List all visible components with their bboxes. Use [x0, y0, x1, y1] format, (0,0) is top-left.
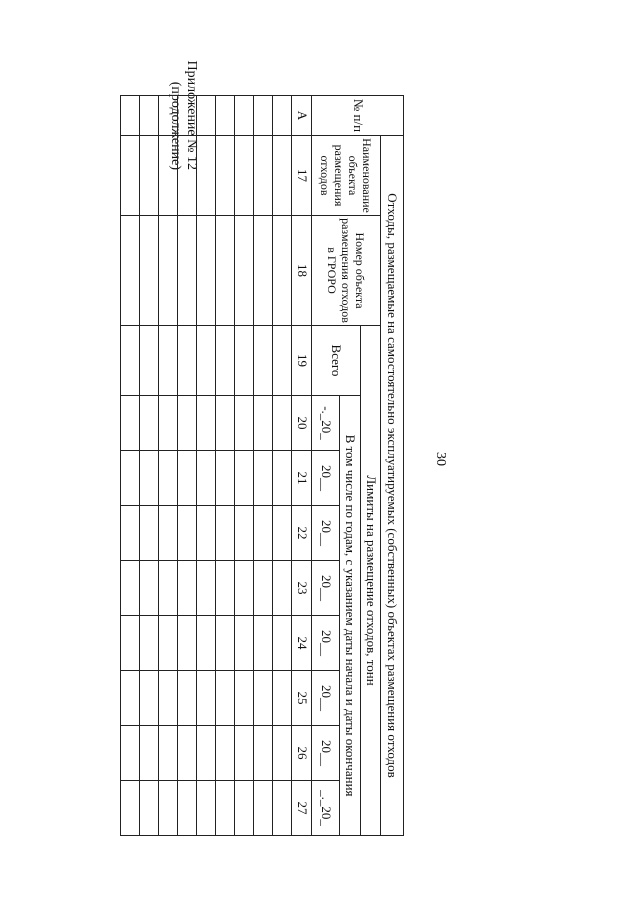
table-row	[235, 96, 254, 836]
table-cell	[216, 726, 235, 781]
table-cell	[159, 506, 178, 561]
table-cell	[159, 726, 178, 781]
table-row	[254, 96, 273, 836]
table-cell	[178, 396, 197, 451]
column-number: 17	[292, 136, 312, 216]
table-cell	[254, 136, 273, 216]
table-cell	[235, 326, 254, 396]
header-groro-cell: Номер объекта размещения отходов в ГРОРО	[312, 216, 381, 326]
table-cell	[273, 616, 292, 671]
year-header: _._20_	[312, 781, 339, 836]
table-cell	[121, 216, 140, 326]
table-cell	[121, 326, 140, 396]
table-cell	[254, 216, 273, 326]
table-cell	[254, 561, 273, 616]
table-cell	[159, 781, 178, 836]
table-cell	[216, 216, 235, 326]
table-cell	[273, 136, 292, 216]
waste-limits-table-container	[120, 95, 404, 835]
table-row	[121, 96, 140, 836]
waste-limits-table	[120, 95, 404, 836]
table-cell	[273, 96, 292, 136]
column-number: 25	[292, 671, 312, 726]
table-cell	[254, 671, 273, 726]
table-cell	[140, 781, 159, 836]
table-cell	[178, 96, 197, 136]
table-cell	[197, 451, 216, 506]
appendix-subtitle: (продолжение)	[168, 81, 183, 170]
table-cell	[159, 616, 178, 671]
column-number: 27	[292, 781, 312, 836]
table-cell	[140, 396, 159, 451]
appendix-title: Приложение № 12	[184, 60, 199, 170]
table-cell	[235, 561, 254, 616]
header-total-cell: Всего	[312, 326, 361, 396]
table-cell	[197, 616, 216, 671]
table-cell	[197, 561, 216, 616]
year-header: 20__	[312, 561, 339, 616]
table-cell	[235, 726, 254, 781]
column-number: 18	[292, 216, 312, 326]
table-cell	[235, 671, 254, 726]
table-cell	[121, 616, 140, 671]
table-row	[140, 96, 159, 836]
table-cell	[197, 781, 216, 836]
table-cell	[121, 451, 140, 506]
table-cell	[159, 396, 178, 451]
page-number: 30	[433, 452, 448, 466]
column-number-row	[292, 96, 312, 836]
column-number: 22	[292, 506, 312, 561]
table-cell	[121, 561, 140, 616]
table-cell	[140, 136, 159, 216]
table-cell	[254, 326, 273, 396]
year-header: -._20_	[312, 396, 339, 451]
table-cell	[197, 96, 216, 136]
year-header: 20__	[312, 726, 339, 781]
table-row	[178, 96, 197, 836]
table-cell	[235, 136, 254, 216]
header-years-cell: В том числе по годам, с указанием даты начала и даты окончания	[339, 396, 360, 836]
table-cell	[140, 561, 159, 616]
year-header: 20__	[312, 506, 339, 561]
table-cell	[121, 96, 140, 136]
table-cell	[216, 326, 235, 396]
column-number: 24	[292, 616, 312, 671]
table-cell	[197, 726, 216, 781]
table-cell	[159, 561, 178, 616]
table-cell	[254, 396, 273, 451]
table-cell	[216, 616, 235, 671]
column-number: А	[292, 96, 312, 136]
table-cell	[178, 326, 197, 396]
table-cell	[159, 216, 178, 326]
table-cell	[235, 781, 254, 836]
table-cell	[140, 96, 159, 136]
table-cell	[140, 216, 159, 326]
table-cell	[273, 396, 292, 451]
table-cell	[178, 136, 197, 216]
table-cell	[121, 136, 140, 216]
header-group-title: Отходы, размещаемые на самостоятельно эксплуатируемых (собственных) объектах размещения отходов	[381, 136, 404, 836]
table-cell	[121, 671, 140, 726]
table-cell	[121, 726, 140, 781]
table-cell	[273, 561, 292, 616]
table-cell	[178, 671, 197, 726]
table-row	[273, 96, 292, 836]
column-number: 19	[292, 326, 312, 396]
table-cell	[273, 726, 292, 781]
table-cell	[273, 216, 292, 326]
table-cell	[140, 616, 159, 671]
year-header: 20__	[312, 616, 339, 671]
table-cell	[216, 781, 235, 836]
table-cell	[197, 216, 216, 326]
table-cell	[140, 506, 159, 561]
table-cell	[273, 326, 292, 396]
year-header: 20__	[312, 451, 339, 506]
table-cell	[140, 326, 159, 396]
empty-rows	[121, 96, 292, 836]
table-row	[216, 96, 235, 836]
table-cell	[254, 451, 273, 506]
header-num-cell	[312, 96, 404, 136]
table-cell	[140, 671, 159, 726]
table-cell	[159, 326, 178, 396]
table-cell	[121, 781, 140, 836]
table-cell	[178, 616, 197, 671]
year-header: 20__	[312, 671, 339, 726]
table-cell	[235, 396, 254, 451]
table-cell	[197, 396, 216, 451]
table-cell	[216, 396, 235, 451]
table-row	[159, 96, 178, 836]
table-cell	[178, 216, 197, 326]
table-cell	[197, 136, 216, 216]
table-cell	[235, 506, 254, 561]
column-number: 20	[292, 396, 312, 451]
header-name-cell: Наименование объекта размещения отходов	[312, 136, 381, 216]
table-cell	[197, 506, 216, 561]
table-cell	[235, 96, 254, 136]
table-cell	[178, 561, 197, 616]
table-cell	[216, 671, 235, 726]
column-number: 23	[292, 561, 312, 616]
table-cell	[254, 506, 273, 561]
table-cell	[197, 671, 216, 726]
table-cell	[216, 506, 235, 561]
table-cell	[235, 451, 254, 506]
table-row	[197, 96, 216, 836]
table-cell	[178, 781, 197, 836]
table-cell	[178, 506, 197, 561]
table-cell	[197, 326, 216, 396]
table-cell	[254, 96, 273, 136]
table-cell	[273, 671, 292, 726]
column-number: 26	[292, 726, 312, 781]
table-cell	[159, 136, 178, 216]
table-cell	[216, 136, 235, 216]
table-cell	[235, 616, 254, 671]
table-cell	[254, 781, 273, 836]
table-cell	[140, 451, 159, 506]
table-cell	[254, 616, 273, 671]
table-cell	[121, 396, 140, 451]
table-cell	[273, 506, 292, 561]
table-cell	[235, 216, 254, 326]
table-cell	[159, 96, 178, 136]
table-cell	[216, 96, 235, 136]
table-cell	[178, 726, 197, 781]
table-cell	[216, 451, 235, 506]
table-cell	[273, 451, 292, 506]
table-cell	[178, 451, 197, 506]
header-num-label: № п/п	[350, 98, 366, 133]
table-cell	[159, 671, 178, 726]
table-cell	[254, 726, 273, 781]
table-cell	[121, 506, 140, 561]
header-limits-cell: Лимиты на размещение отходов, тонн	[361, 326, 381, 836]
table-cell	[140, 726, 159, 781]
column-number: 21	[292, 451, 312, 506]
table-cell	[159, 451, 178, 506]
table-cell	[216, 561, 235, 616]
table-cell	[273, 781, 292, 836]
